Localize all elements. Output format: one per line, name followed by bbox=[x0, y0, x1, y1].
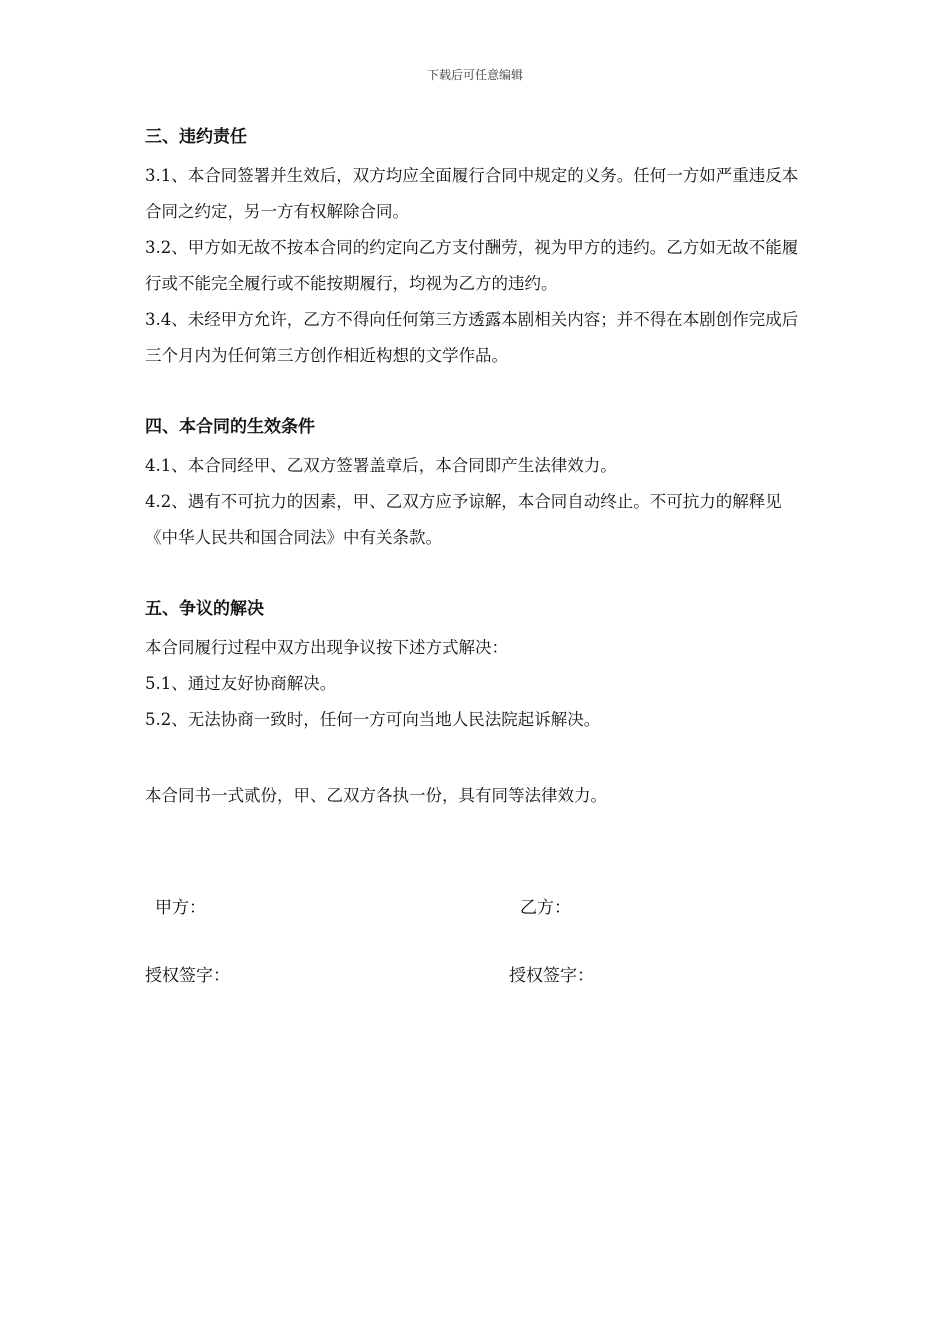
page-header: 下载后可任意编辑 bbox=[426, 68, 523, 82]
clause-5-2: 5.2、无法协商一致时，任何一方可向当地人民法院起诉解决。 bbox=[145, 710, 601, 729]
signer-b-label: 授权签字： bbox=[509, 966, 594, 986]
section-title: 三、违约责任 bbox=[145, 127, 247, 147]
closing-statement: 本合同书一式贰份，甲、乙双方各执一份，具有同等法律效力。 bbox=[145, 786, 607, 805]
clause-4-1: 4.1、本合同经甲、乙双方签署盖章后，本合同即产生法律效力。 bbox=[145, 456, 617, 475]
section-dispute-resolution bbox=[145, 596, 810, 738]
clause-5-1: 5.1、通过友好协商解决。 bbox=[145, 674, 337, 693]
dispute-intro: 本合同履行过程中双方出现争议按下述方式解决： bbox=[145, 638, 508, 657]
party-a-label: 甲方： bbox=[155, 898, 206, 918]
clause-4-2: 4.2、遇有不可抗力的因素，甲、乙双方应予谅解，本合同自动终止。不可抗力的解释见《中华人民共和国合同法》中有关条款。 bbox=[145, 492, 782, 547]
party-b-label: 乙方： bbox=[520, 898, 571, 918]
signer-a-label: 授权签字： bbox=[145, 966, 230, 986]
contract-body bbox=[145, 124, 810, 814]
clause-3-1: 3.1、本合同签署并生效后，双方均应全面履行合同中规定的义务。任何一方如严重违反本合同之约定，另一方有权解除合同。 bbox=[145, 166, 799, 221]
clause-3-4: 3.4、未经甲方允许，乙方不得向任何第三方透露本剧相关内容；并不得在本剧创作完成后三个月内为任何第三方创作相近构想的文学作品。 bbox=[145, 310, 799, 365]
party-row bbox=[145, 893, 810, 923]
section-title: 五、争议的解决 bbox=[145, 599, 264, 619]
signature-row bbox=[145, 961, 810, 991]
section-breach-liability bbox=[145, 124, 810, 374]
clause-3-2: 3.2、甲方如无故不按本合同的约定向乙方支付酬劳，视为甲方的违约。乙方如无故不能履行或不能完全履行或不能按期履行，均视为乙方的违约。 bbox=[145, 238, 799, 293]
section-title: 四、本合同的生效条件 bbox=[145, 417, 315, 437]
section-effective-conditions bbox=[145, 414, 810, 556]
